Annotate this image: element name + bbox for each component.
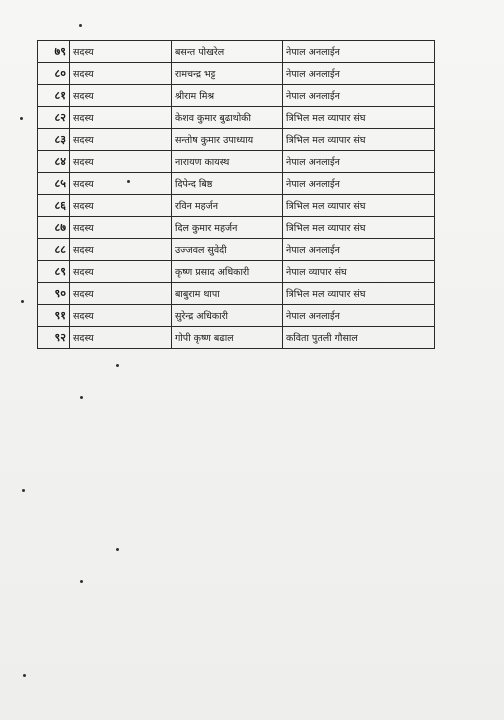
row-number: ८१ [38, 85, 70, 107]
row-number: ९० [38, 283, 70, 305]
scan-speck [22, 489, 25, 492]
table-row [38, 305, 435, 327]
row-number: ८२ [38, 107, 70, 129]
table-row [38, 41, 435, 63]
row-organization: त्रिभिल मल व्यापार संघ [283, 107, 435, 129]
table-row [38, 239, 435, 261]
row-number: ८३ [38, 129, 70, 151]
row-name: सन्तोष कुमार उपाध्याय [172, 129, 283, 151]
table-row [38, 283, 435, 305]
scan-speck [80, 396, 83, 399]
row-number: ८५ [38, 173, 70, 195]
row-number: ९२ [38, 327, 70, 349]
table-row [38, 261, 435, 283]
row-organization: नेपाल अनलाईन [283, 85, 435, 107]
scan-speck [116, 548, 119, 551]
row-name: दिल कुमार महर्जन [172, 217, 283, 239]
row-name: दिपेन्द बिष्ठ [172, 173, 283, 195]
row-role: सदस्य [70, 261, 172, 283]
row-organization: त्रिभिल मल व्यापार संघ [283, 129, 435, 151]
row-name: बाबुराम थापा [172, 283, 283, 305]
table-row [38, 195, 435, 217]
row-role: सदस्य [70, 129, 172, 151]
row-organization: नेपाल अनलाईन [283, 63, 435, 85]
row-role: सदस्य [70, 305, 172, 327]
row-role: सदस्य [70, 239, 172, 261]
row-role: सदस्य [70, 107, 172, 129]
row-name: बसन्त पोखरेल [172, 41, 283, 63]
row-role: सदस्य [70, 63, 172, 85]
row-number: ८९ [38, 261, 70, 283]
row-organization: नेपाल अनलाईन [283, 239, 435, 261]
row-number: ८७ [38, 217, 70, 239]
row-organization: त्रिभिल मल व्यापार संघ [283, 283, 435, 305]
row-name: गोपी कृष्ण बढाल [172, 327, 283, 349]
row-number: ८८ [38, 239, 70, 261]
scan-speck [116, 364, 119, 367]
row-number: ८० [38, 63, 70, 85]
table-row [38, 173, 435, 195]
table-row [38, 151, 435, 173]
row-organization: नेपाल अनलाईन [283, 151, 435, 173]
row-role: सदस्य [70, 173, 172, 195]
table-row [38, 63, 435, 85]
row-name: कृष्ण प्रसाद अधिकारी [172, 261, 283, 283]
scan-speck [23, 674, 26, 677]
row-role: सदस्य [70, 41, 172, 63]
row-number: ८६ [38, 195, 70, 217]
row-name: केशव कुमार बुढाथोकी [172, 107, 283, 129]
table-row [38, 107, 435, 129]
row-name: नारायण कायस्थ [172, 151, 283, 173]
scan-speck [79, 24, 82, 27]
table-row [38, 217, 435, 239]
row-organization: त्रिभिल मल व्यापार संघ [283, 195, 435, 217]
row-name: रविन महर्जन [172, 195, 283, 217]
scan-speck [20, 117, 23, 120]
row-number: ८४ [38, 151, 70, 173]
scan-speck [127, 180, 130, 183]
row-role: सदस्य [70, 283, 172, 305]
row-organization: कविता पुतली गौसाल [283, 327, 435, 349]
row-number: ९१ [38, 305, 70, 327]
scan-speck [80, 580, 83, 583]
row-organization: नेपाल अनलाईन [283, 305, 435, 327]
row-organization: त्रिभिल मल व्यापार संघ [283, 217, 435, 239]
row-role: सदस्य [70, 195, 172, 217]
row-number: ७९ [38, 41, 70, 63]
row-role: सदस्य [70, 151, 172, 173]
row-name: रामचन्द्र भट्ट [172, 63, 283, 85]
row-name: सुरेन्द्र अधिकारी [172, 305, 283, 327]
row-organization: नेपाल अनलाईन [283, 173, 435, 195]
row-role: सदस्य [70, 327, 172, 349]
row-name: श्रीराम मिश्र [172, 85, 283, 107]
row-organization: नेपाल व्यापार संघ [283, 261, 435, 283]
row-name: उज्जवल सुवेदी [172, 239, 283, 261]
row-role: सदस्य [70, 217, 172, 239]
row-role: सदस्य [70, 85, 172, 107]
scan-speck [21, 300, 24, 303]
table-row [38, 129, 435, 151]
row-organization: नेपाल अनलाईन [283, 41, 435, 63]
table-row [38, 85, 435, 107]
member-table [37, 40, 435, 349]
table-row [38, 327, 435, 349]
